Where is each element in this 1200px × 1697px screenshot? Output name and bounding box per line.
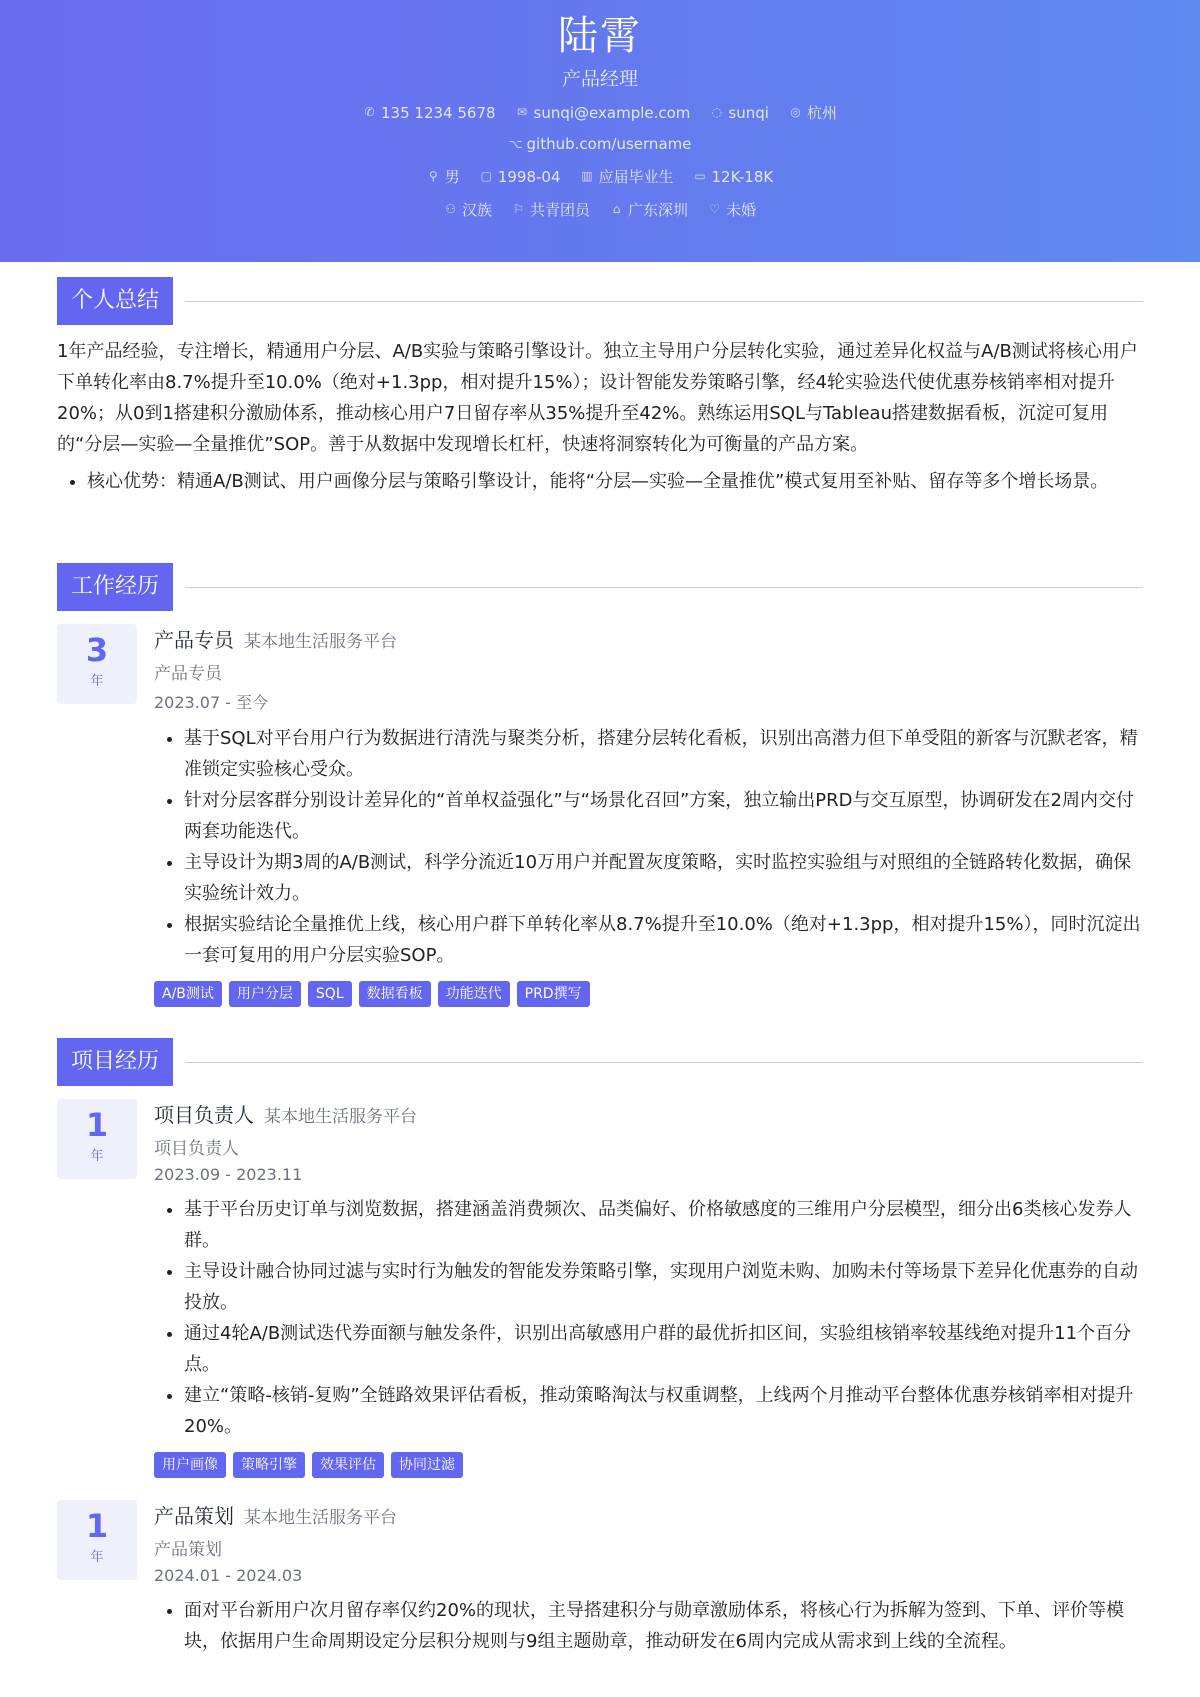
people-icon: ⚇ (445, 202, 456, 216)
section-divider (185, 1062, 1143, 1063)
work-section-header (57, 563, 1143, 611)
github-icon: ⌥ (508, 136, 523, 151)
summary-list (57, 466, 1143, 497)
candidate-name: 陆霄 (558, 13, 642, 59)
location-icon: ◎ (790, 105, 801, 119)
summary-section-header (57, 277, 1143, 325)
section-divider (185, 301, 1143, 302)
hometown-item: ⌂ 广东深圳 (610, 199, 688, 220)
project-subtitle: 项目负责人 (154, 1139, 239, 1159)
calendar-icon: ▢ (480, 169, 492, 183)
entry-body (154, 624, 1143, 1007)
company-name: 某本地生活服务平台 (244, 1508, 397, 1528)
company-name: 某本地生活服务平台 (264, 1107, 417, 1127)
project-bullets (154, 1194, 1143, 1442)
project-section-header (57, 1038, 1143, 1086)
email-item[interactable]: ✉ sunqi@example.com (517, 103, 691, 122)
duration-badge: 1 年 (57, 1099, 137, 1179)
skill-tag: 协同过滤 (391, 1452, 463, 1478)
flag-icon: ⚐ (513, 202, 524, 216)
section-divider (185, 587, 1143, 588)
skill-tags (154, 1452, 1143, 1478)
summary-text: 1年产品经验，专注增长，精通用户分层、A/B实验与策略引擎设计。独立主导用户分层转化实验，通过差异化权益与A/B测试将核心用户下单转化率由8.7%提升至10.0%（绝对+1.3pp，相对提升15%）；设计智能发券策略引擎，经4轮实验迭代使优惠券核销率相对提升20%；从0到1搭建积分激励体系，推动核心用户7日留存率从35%提升至42%。熟练运用SQL与Tableau搭建数据看板，沉淀可复用的“分层—实验—全量推优”SOP。善于从数据中发现增长杠杆，快速将洞察转化为可衡量的产品方案。 (57, 341, 1138, 455)
contact-row (0, 102, 1200, 123)
list-item: • 建立“策略-核销-复购”全链路效果评估看板，推动策略淘汰与权重调整，上线两个月推动平台整体优惠券核销率相对提升20%。 (184, 1380, 1143, 1442)
birth-item: ▢ 1998-04 (480, 167, 561, 186)
section-title: 工作经历 (57, 563, 173, 611)
status-item: ▥ 应届毕业生 (581, 168, 674, 186)
skill-tag: 用户画像 (154, 1452, 226, 1478)
skill-tag: SQL (308, 981, 352, 1007)
project-title: 项目负责人 (154, 1103, 254, 1127)
section-title: 项目经历 (57, 1038, 173, 1086)
section-title: 个人总结 (57, 277, 173, 325)
gender-item: ⚲ 男 (427, 166, 460, 187)
company-name: 某本地生活服务平台 (244, 632, 397, 652)
skill-tag: PRD撰写 (517, 981, 590, 1007)
list-item: • 面对平台新用户次月留存率仅约20%的现状，主导搭建积分与勋章激励体系，将核心行为拆解为签到、下单、评价等模块，依据用户生命周期设定分层积分规则与9组主题勋章，推动研发在6周内完成从需求到上线的全流程。 (184, 1595, 1143, 1657)
job-bullets (154, 723, 1143, 971)
job-title: 产品专员 (154, 628, 234, 652)
heart-icon: ♡ (709, 202, 720, 216)
ethnicity-item: ⚇ 汉族 (445, 201, 492, 219)
summary-bullet: • 核心优势：精通A/B测试、用户画像分层与策略引擎设计，能将“分层—实验—全量推优”模式复用至补贴、留存等多个增长场景。 (87, 466, 1143, 497)
list-item: • 主导设计融合协同过滤与实时行为触发的智能发券策略引擎，实现用户浏览未购、加购未付等场景下差异化优惠券的自动投放。 (184, 1256, 1143, 1318)
skill-tag: 用户分层 (229, 981, 301, 1007)
home-icon: ⌂ (612, 202, 621, 216)
skill-tag: 数据看板 (359, 981, 431, 1007)
political-item: ⚐ 共青团员 (513, 201, 590, 219)
mail-icon: ✉ (517, 105, 528, 119)
salary-icon: ▭ (694, 169, 706, 183)
list-item: • 通过4轮A/B测试迭代券面额与触发条件，识别出高敏感用户群的最优折扣区间，实验组核销率较基线绝对提升11个百分点。 (184, 1318, 1143, 1380)
user-icon: ⚲ (428, 169, 438, 183)
list-item: • 基于平台历史订单与浏览数据，搭建涵盖消费频次、品类偏好、价格敏感度的三维用户分层模型，细分出6类核心发券人群。 (184, 1194, 1143, 1256)
list-item: • 基于SQL对平台用户行为数据进行清洗与聚类分析，搭建分层转化看板，识别出高潜力但下单受阻的新客与沉默老客，精准锁定实验核心受众。 (184, 723, 1143, 785)
github-row (0, 135, 1200, 153)
entry-body (154, 1099, 1143, 1478)
phone-icon: ✆ (364, 105, 375, 119)
candidate-role: 产品经理 (561, 68, 638, 90)
job-subtitle: 产品专员 (154, 664, 222, 684)
list-item: • 针对分层客群分别设计差异化的“首单权益强化”与“场景化召回”方案，独立输出PRD与交互原型，协调研发在2周内交付两套功能迭代。 (184, 785, 1143, 847)
project-bullets (154, 1595, 1143, 1657)
city-item: ◎ 杭州 (790, 104, 837, 122)
github-link[interactable]: ⌥ github.com/username (508, 135, 692, 153)
summary-block (57, 336, 1143, 497)
resume-header (0, 0, 1200, 262)
duration-badge: 3 年 (57, 624, 137, 704)
wechat-item: ◌ sunqi (711, 103, 769, 122)
list-item: • 主导设计为期3周的A/B测试，科学分流近10万用户并配置灰度策略，实时监控实验组与对照组的全链路转化数据，确保实验统计效力。 (184, 847, 1143, 909)
building-icon: ▥ (581, 169, 593, 183)
personal-row (0, 166, 1200, 187)
project-subtitle: 产品策划 (154, 1540, 222, 1560)
list-item: • 根据实验结论全量推优上线，核心用户群下单转化率从8.7%提升至10.0%（绝对+1.3pp，相对提升15%），同时沉淀出一套可复用的用户分层实验SOP。 (184, 909, 1143, 971)
duration-badge: 1 年 (57, 1500, 137, 1580)
skill-tag: 策略引擎 (233, 1452, 305, 1478)
project-title: 产品策划 (154, 1504, 234, 1528)
wechat-icon: ◌ (711, 105, 723, 119)
project-date: 2024.01 - 2024.03 (154, 1566, 303, 1585)
marital-item: ♡ 未婚 (709, 201, 757, 219)
skill-tags (154, 981, 1143, 1007)
skill-tag: 功能迭代 (438, 981, 510, 1007)
project-date: 2023.09 - 2023.11 (154, 1165, 303, 1184)
personal-row-2 (0, 199, 1200, 220)
skill-tag: A/B测试 (154, 981, 222, 1007)
job-date: 2023.07 - 至今 (154, 693, 269, 712)
entry-body (154, 1500, 1143, 1657)
skill-tag: 效果评估 (312, 1452, 384, 1478)
salary-item: ▭ 12K-18K (694, 167, 774, 186)
phone-item: ✆ 135 1234 5678 (364, 103, 496, 122)
